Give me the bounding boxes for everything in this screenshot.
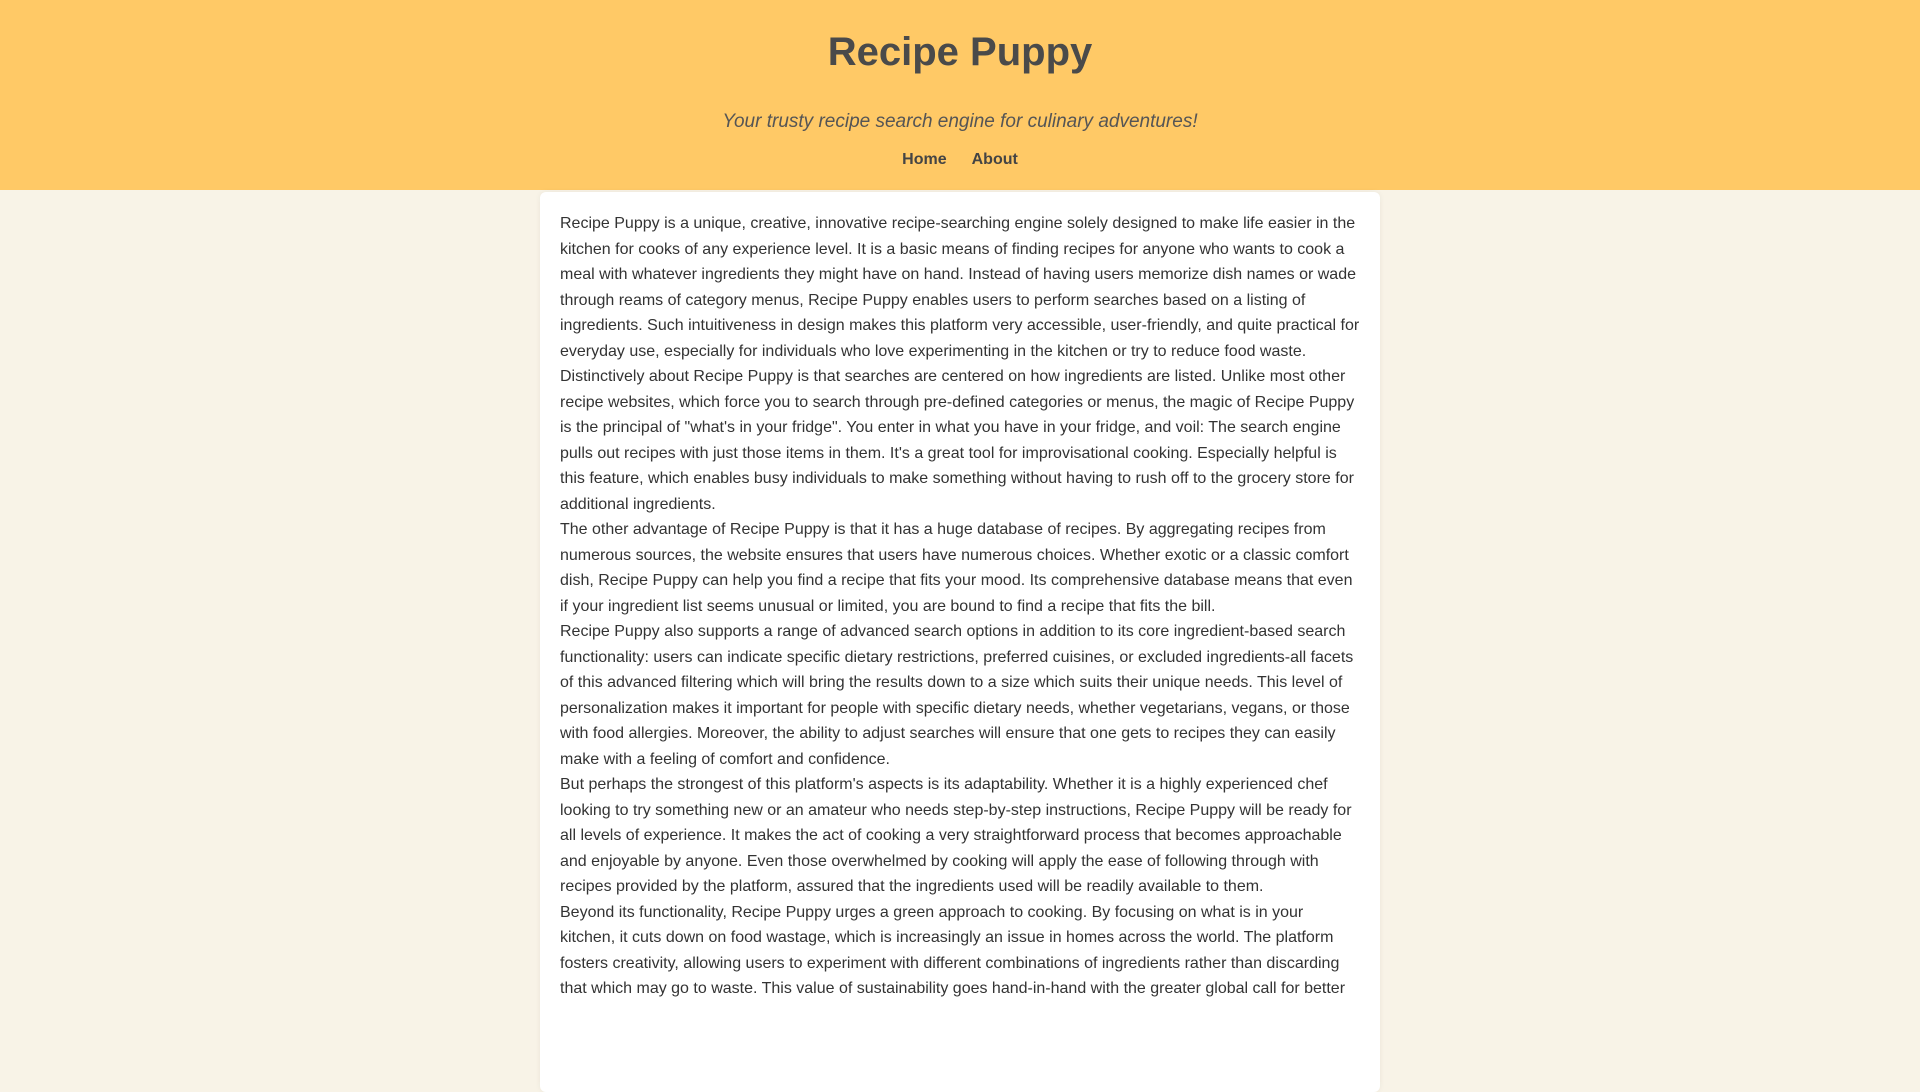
nav-link-home[interactable]: Home <box>902 151 947 168</box>
site-title: Recipe Puppy <box>827 30 1093 74</box>
content-paragraph: The other advantage of Recipe Puppy is that it has a huge database of recipes. By aggregating recipes from numerous sources, the website ensures that users have numerous choices. Whether exotic or a classic comfort dish, Recipe Puppy can help you find a recipe that fits your mood. Its comprehensive database means that even if your ingredient list seems unusual or limited, you are bound to find a recipe that fits the bill. <box>560 521 1353 615</box>
site-header <box>0 0 1920 190</box>
content-paragraph: Recipe Puppy is a unique, creative, innovative recipe-searching engine solely designed to make life easier in the kitchen for cooks of any experience level. It is a basic means of finding recipes for anyone who wants to cook a meal with whatever ingredients they might have on hand. Instead of having users memorize dish names or wade through reams of category menus, Recipe Puppy enables users to perform searches based on a listing of ingredients. Such intuitiveness in design makes this platform very accessible, user-friendly, and quite practical for everyday use, especially for individuals who love experimenting in the kitchen or try to reduce food waste. <box>560 215 1360 360</box>
about-content-card <box>540 192 1380 1092</box>
main-nav <box>0 150 1920 170</box>
content-paragraph: Beyond its functionality, Recipe Puppy urges a green approach to cooking. By focusing on what is in your kitchen, it cuts down on food wastage, which is increasingly an issue in homes across the world. The platform fosters creativity, allowing users to experiment with different combinations of ingredients rather than discarding that which may go to waste. This value of sustainability goes hand-in-hand with the greater global call for better <box>560 903 1346 997</box>
site-tagline: Your trusty recipe search engine for culinary adventures! <box>722 111 1198 132</box>
content-paragraph: But perhaps the strongest of this platform's aspects is its adaptability. Whether it is a highly experienced chef looking to try something new or an amateur who needs step-by-step instructions, Recipe Puppy will be ready for all levels of experience. It makes the act of cooking a very straightforward process that becomes approachable and enjoyable by anyone. Even those overwhelmed by cooking will apply the ease of following through with recipes provided by the platform, assured that the ingredients used will be readily available to them. <box>560 776 1352 895</box>
content-paragraph: Recipe Puppy also supports a range of advanced search options in addition to its core ingredient-based search functionality: users can indicate specific dietary restrictions, preferred cuisines, or excluded ingredients-all facets of this advanced filtering which will bring the results down to a size which suits their unique needs. This level of personalization makes it important for people with specific dietary needs, whether vegetarians, vegans, or those with food allergies. Moreover, the ability to adjust searches will ensure that one gets to recipes they can easily make with a feeling of comfort and confidence. <box>560 623 1354 768</box>
content-paragraph: Distinctively about Recipe Puppy is that searches are centered on how ingredients are listed. Unlike most other recipe websites, which force you to search through pre-defined categories or menus, the magic of Recipe Puppy is the principal of "what's in your fridge". You enter in what you have in your fridge, and voil: The search engine pulls out recipes with just those items in them. It's a great tool for improvisational cooking. Especially helpful is this feature, which enables busy individuals to make something without having to rush off to the grocery store for additional ingredients. <box>560 368 1355 513</box>
nav-link-about[interactable]: About <box>971 151 1018 168</box>
